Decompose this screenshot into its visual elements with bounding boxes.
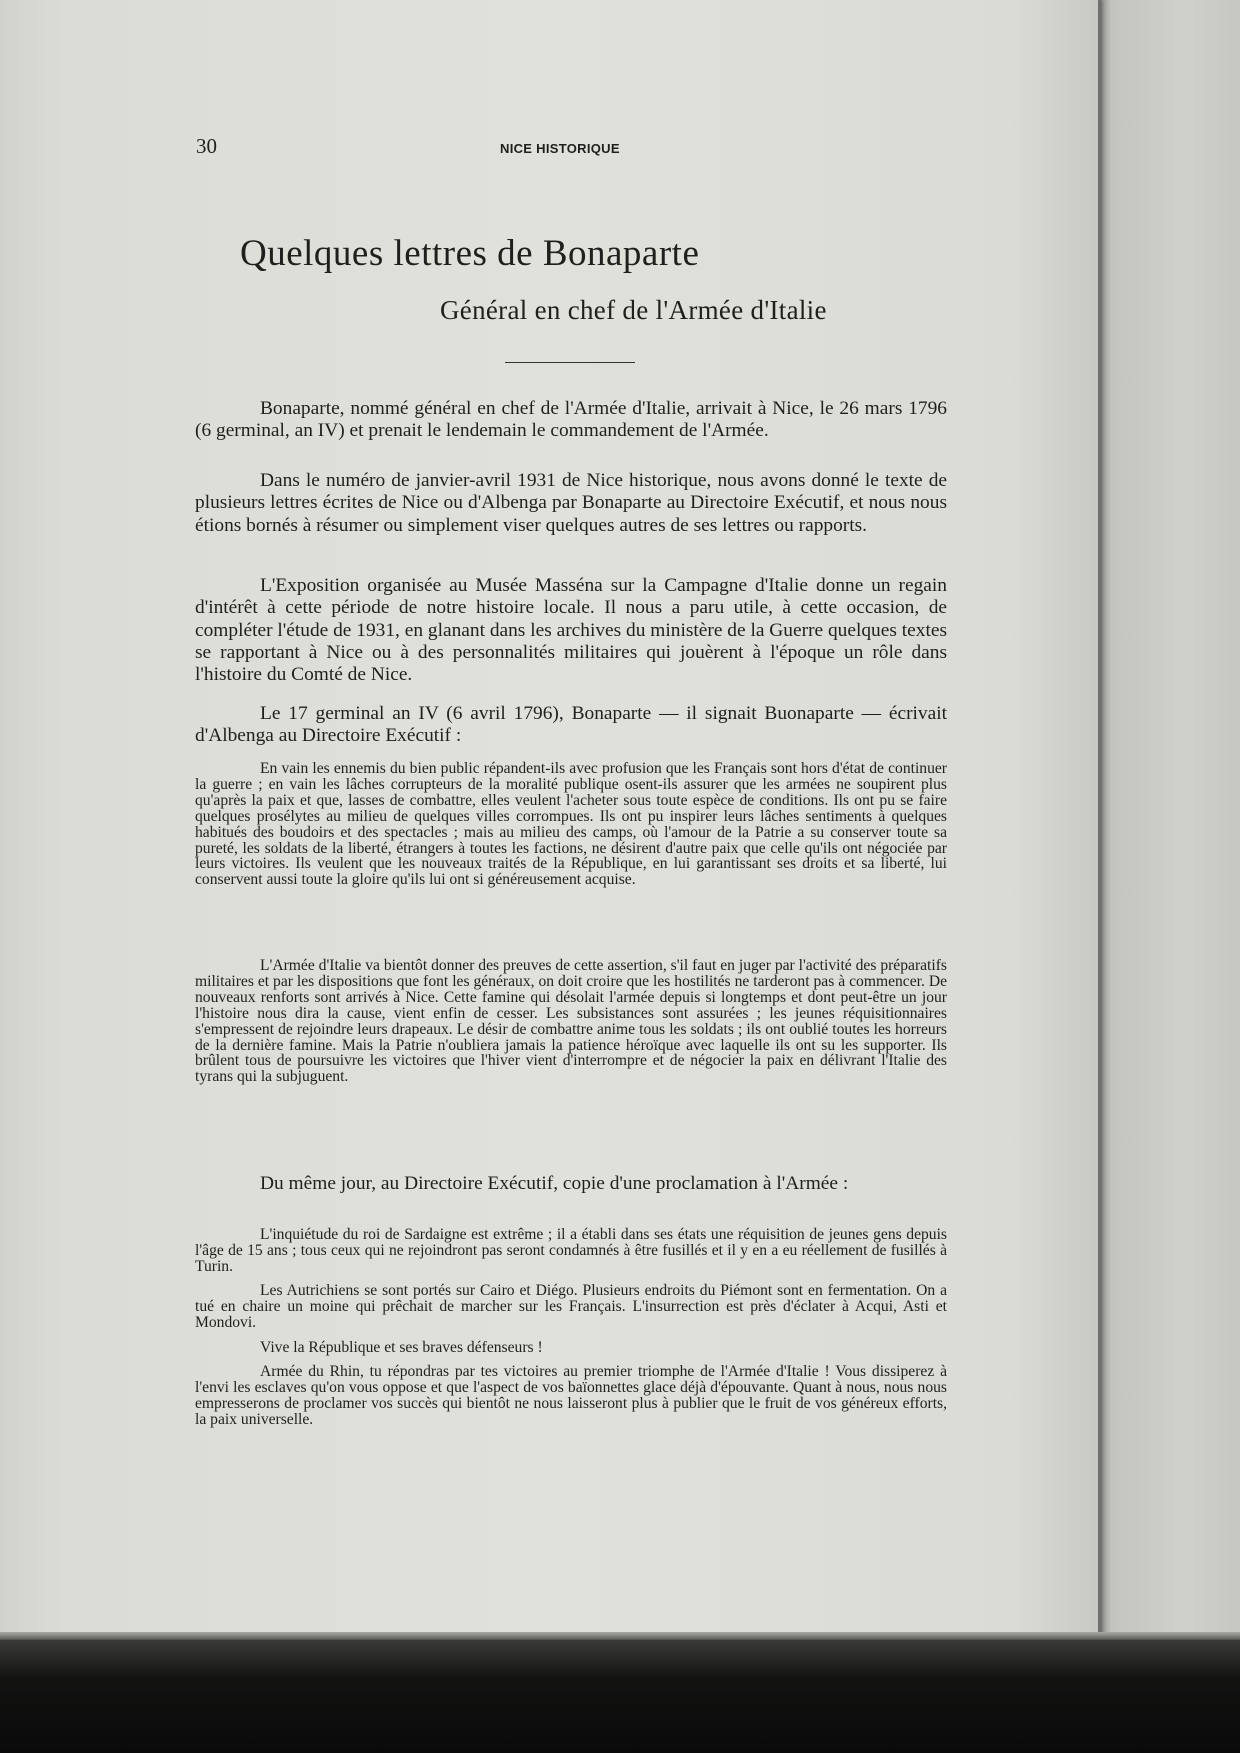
running-title: NICE HISTORIQUE xyxy=(500,141,620,156)
underlying-page-edge xyxy=(1100,0,1240,1640)
proclamation-paragraph: Armée du Rhin, tu répondras par tes victoires au premier triomphe de l'Armée d'Italie ! Vous dissiperez à l'envi les esclaves qu'on vous oppose et que l'aspect de vos baïonnettes glace déjà d'épouvante. Quant à nous, nous nous empresserons de proclamer vos succès qui bientôt ne nous laisseront plus à publier que le fruit de vos généreux efforts, la paix universelle. xyxy=(195,1363,947,1428)
proclamation-exclamation: Vive la République et ses braves défenseurs ! xyxy=(260,1339,543,1356)
intro-paragraph: Dans le numéro de janvier-avril 1931 de Nice historique, nous avons donné le texte de plusieurs lettres écrites de Nice ou d'Albenga par Bonaparte au Directoire Exécutif, et nous nous étions bornés à résumer ou simplement viser quelques autres de ses lettres ou rapports. xyxy=(195,470,947,536)
page-number: 30 xyxy=(196,134,217,158)
transition-paragraph: Du même jour, au Directoire Exécutif, copie d'une proclamation à l'Armée : xyxy=(260,1173,849,1194)
title-divider xyxy=(505,362,635,363)
article-title: Quelques lettres de Bonaparte xyxy=(240,233,700,274)
intro-paragraph: Bonaparte, nommé général en chef de l'Armée d'Italie, arrivait à Nice, le 26 mars 1796 (6 germinal, an IV) et prenait le lendemain le commandement de l'Armée. xyxy=(195,398,947,442)
page-fold-line xyxy=(1098,0,1101,1640)
scan-background xyxy=(0,1640,1240,1753)
proclamation-paragraph: Les Autrichiens se sont portés sur Cairo et Diégo. Plusieurs endroits du Piémont sont en fermentation. On a tué en chaire un moine qui prêchait de marcher sur les Français. L'insurrection est près d'éclater à Acqui, Asti et Mondovi. xyxy=(195,1282,947,1331)
article-subtitle: Général en chef de l'Armée d'Italie xyxy=(440,295,827,325)
letter-paragraph: En vain les ennemis du bien public répandent-ils avec profusion que les Français sont hors d'état de continuer la guerre ; en vain les lâches corrupteurs de la moralité publique osent-ils assurer que les armées ne soupirent plus qu'après la paix et que, lasses de combattre, elles veulent l'acheter sous toute espèce de conditions. Ils ont pu se faire quelques prosélytes au milieu de quelques villes corrompues. Ils ont pu inspirer leurs lâches sentiments à quelques habitués des boudoirs et des spectacles ; mais au milieu des camps, où l'amour de la Patrie a su conserver toute sa pureté, les soldats de la liberté, étrangers à toutes les factions, ne désirent d'autre paix que celle qu'ils ont négociée par leurs victoires. Ils veulent que les nouveaux traités de la République, en lui garantissant ses droits et sa liberté, lui conservent aussi toute la gloire qu'ils lui ont si généreusement acquise. xyxy=(195,760,947,889)
intro-paragraph: Le 17 germinal an IV (6 avril 1796), Bonaparte — il signait Buonaparte — écrivait d'Albenga au Directoire Exécutif : xyxy=(195,703,947,747)
intro-paragraph: L'Exposition organisée au Musée Masséna sur la Campagne d'Italie donne un regain d'intérêt à cette période de notre histoire locale. Il nous a paru utile, à cette occasion, de compléter l'étude de 1931, en glanant dans les archives du ministère de la Guerre quelques textes se rapportant à Nice ou à des personnalités militaires qui jouèrent à l'époque un rôle dans l'histoire du Comté de Nice. xyxy=(195,575,947,686)
letter-paragraph: L'Armée d'Italie va bientôt donner des preuves de cette assertion, s'il faut en juger par l'activité des préparatifs militaires et par les dispositions que font les généraux, on doit croire que les hostilités ne tarderont pas à commencer. De nouveaux renforts sont arrivés à Nice. Cette famine qui désolait l'armée depuis si longtemps et dont peut-être un jour l'histoire nous dira la cause, vient enfin de cesser. Les subsistances sont assurées ; les jeunes réquisitionnaires s'empressent de rejoindre leurs drapeaux. Le désir de combattre anime tous les soldats ; ils ont oublié toutes les horreurs de la dernière famine. Mais la Patrie n'oubliera jamais la patience héroïque avec laquelle ils ont su les supporter. Ils brûlent tous de poursuivre les victoires que l'hiver vient d'interrompre et de négocier la paix en délivrant l'Italie des tyrans qui la subjuguent. xyxy=(195,957,947,1086)
proclamation-paragraph: L'inquiétude du roi de Sardaigne est extrême ; il a établi dans ses états une réquisition de jeunes gens depuis l'âge de 15 ans ; tous ceux qui ne rejoindront pas seront condamnés à être fusillés et il y en a eu réellement de fusillés à Turin. xyxy=(195,1226,947,1275)
